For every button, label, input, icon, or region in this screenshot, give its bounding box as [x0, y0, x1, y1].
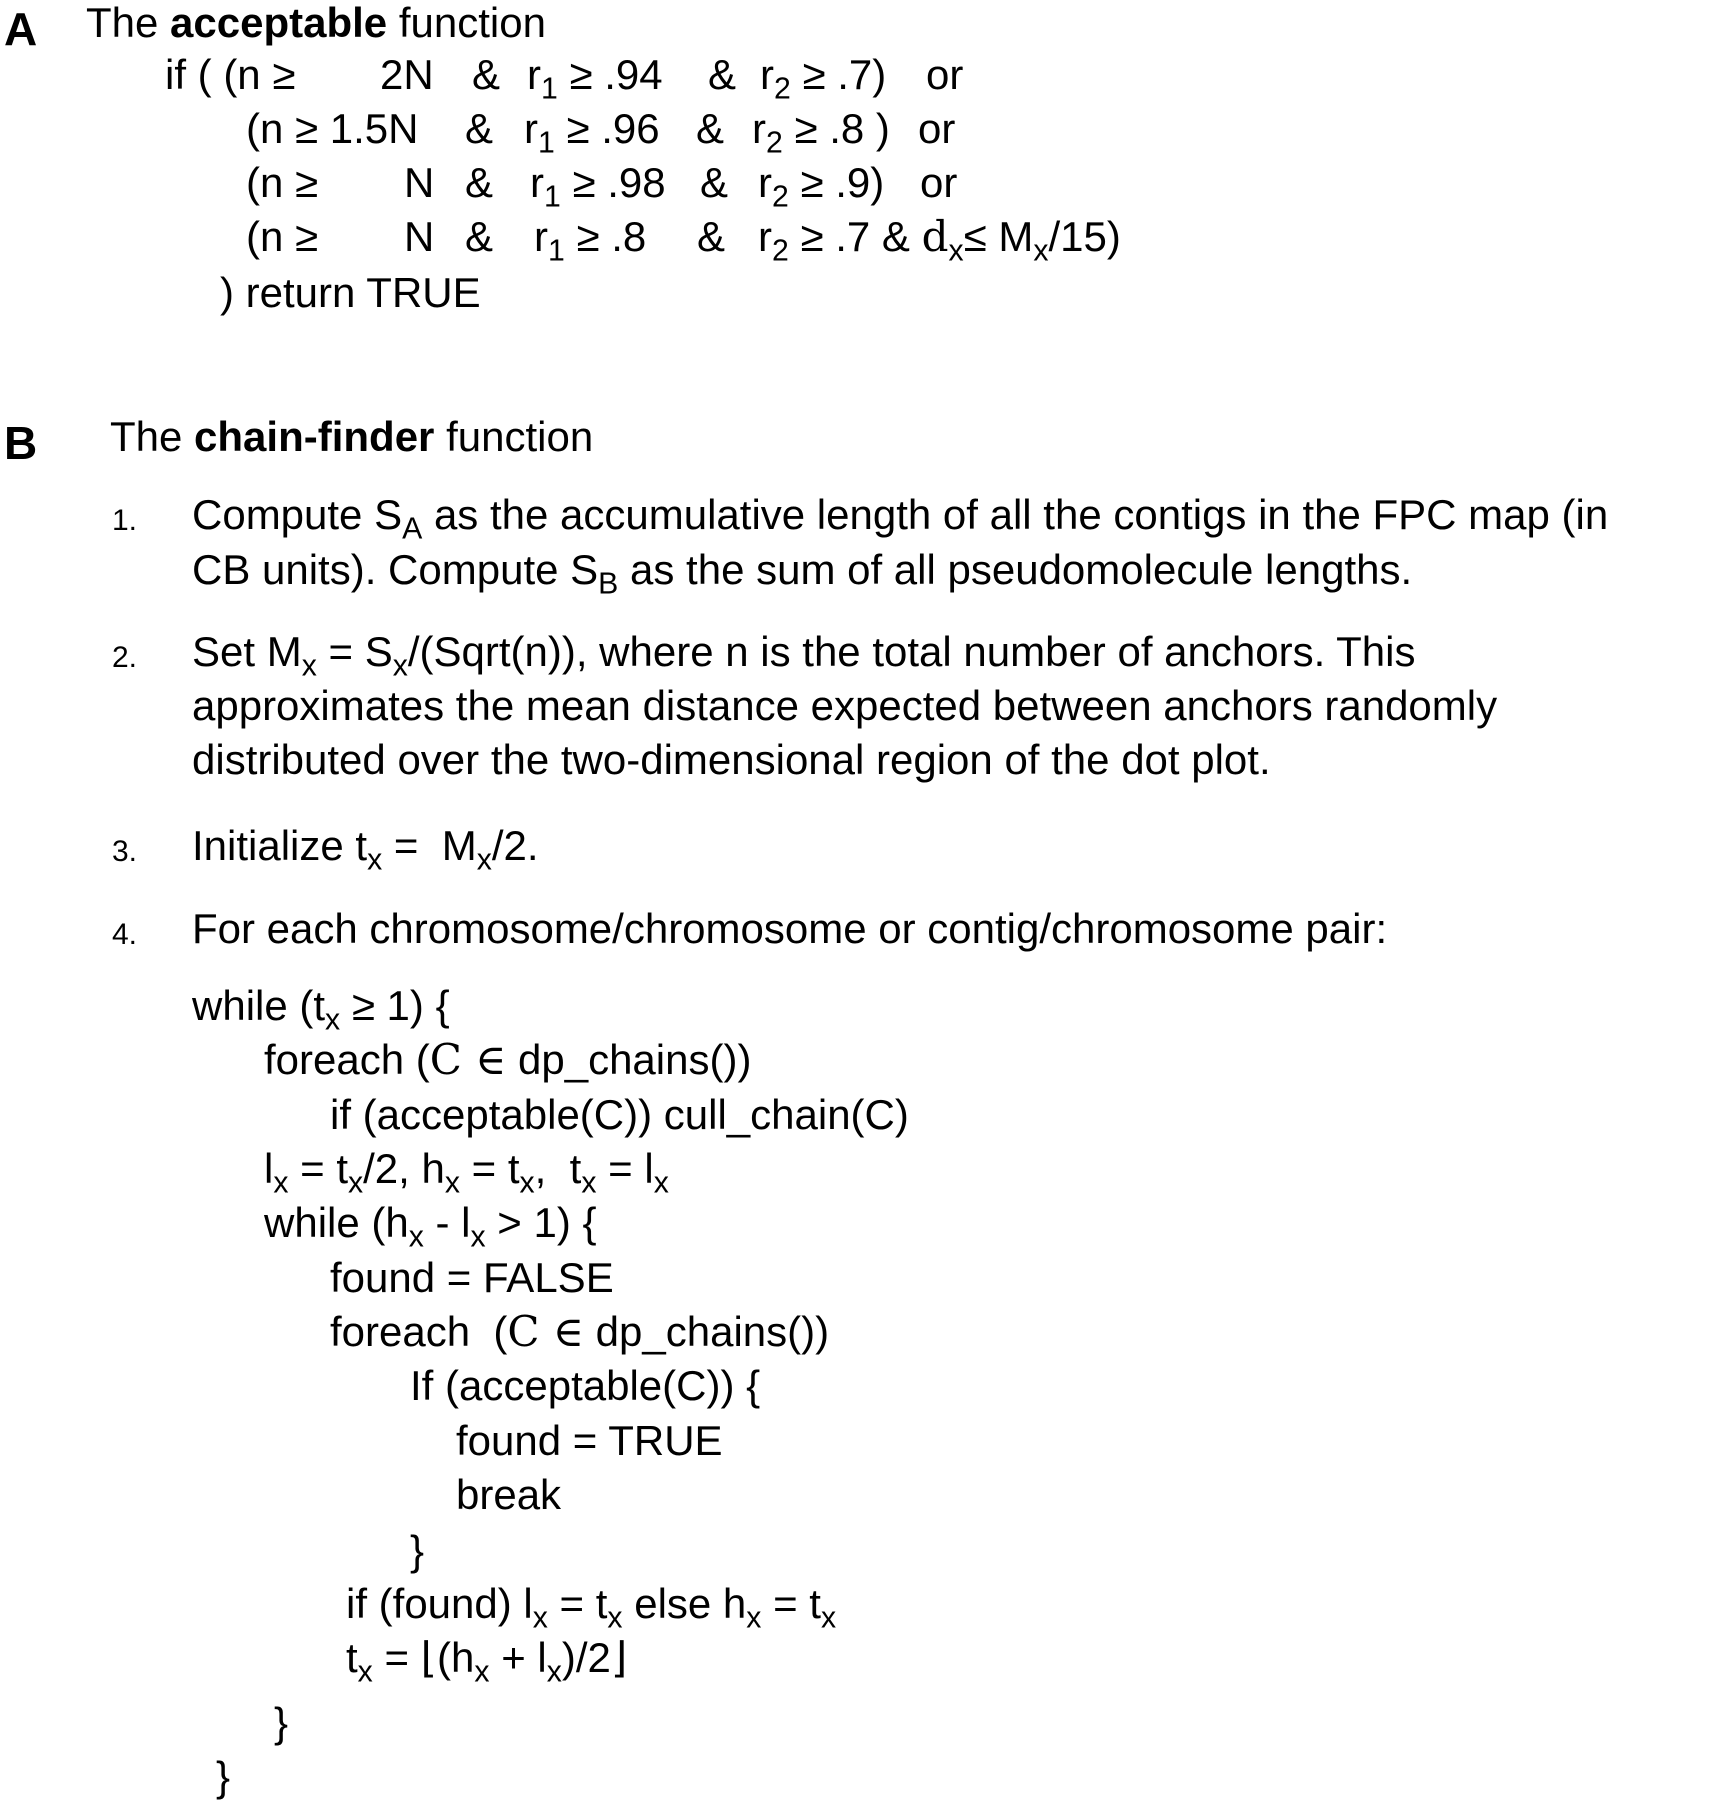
threshold: ≥ .8 )	[794, 105, 890, 152]
step-text: = M	[382, 822, 477, 869]
code-text: if ( (n ≥	[165, 51, 296, 98]
step-text: Set M	[192, 628, 302, 675]
subscript: x	[546, 1655, 562, 1689]
threshold: ≥ .9)	[800, 159, 885, 206]
var-d: d	[921, 212, 949, 261]
threshold: ≥ .96	[566, 105, 660, 152]
subscript: 2	[772, 180, 789, 214]
chain-code-line-6: found = FALSE	[330, 1254, 614, 1301]
panel-a-title-suffix: function	[398, 0, 546, 46]
step-2-line-1	[192, 628, 1416, 683]
subscript: x	[746, 1601, 762, 1635]
threshold: ≥ .94	[569, 51, 663, 98]
acceptable-code-line-1-or: or	[926, 51, 964, 98]
chain-code-line-9: found = TRUE	[456, 1417, 723, 1464]
threshold: ≥ .7 &	[800, 213, 910, 260]
var-r: r	[527, 51, 541, 98]
subscript: x	[348, 1166, 364, 1200]
code-text: = ⌊(h	[372, 1634, 475, 1681]
acceptable-code-line-3-r1	[530, 159, 666, 214]
chain-code-line-5	[264, 1199, 597, 1254]
subscript: x	[948, 234, 964, 268]
subscript: x	[301, 649, 317, 683]
panel-a-title	[86, 2, 546, 44]
panel-b-title	[110, 413, 594, 460]
step-text: Compute S	[192, 491, 403, 538]
chain-code-line-10: break	[456, 1471, 562, 1518]
threshold: ≥ .8	[576, 213, 647, 260]
var-r: r	[752, 105, 766, 152]
acceptable-code-line-2-or: or	[918, 105, 956, 152]
subscript: x	[653, 1166, 669, 1200]
subscript: x	[820, 1601, 837, 1635]
step-text: /2.	[491, 822, 539, 869]
code-text: /2, h	[363, 1145, 445, 1192]
chain-code-line-7	[330, 1307, 830, 1356]
threshold: ≥ .98	[572, 159, 666, 206]
acceptable-code-line-4-r2	[758, 212, 1121, 268]
step-1-line-1	[192, 491, 1609, 546]
code-text: ≥ 1) {	[340, 982, 450, 1029]
acceptable-code-line-2-amp1: &	[465, 105, 494, 152]
code-text: = t	[761, 1580, 821, 1627]
subscript: x	[444, 1166, 460, 1200]
code-text: foreach (	[330, 1308, 508, 1355]
step-2-line-2: approximates the mean distance expected between anchors randomly	[192, 682, 1498, 729]
acceptable-code-line-1-r2	[760, 51, 887, 106]
step-text: /(Sqrt(n)), where n is the total number of anchors. This	[407, 628, 1416, 675]
step-text: = S	[316, 628, 393, 675]
chain-code-line-11: }	[410, 1527, 425, 1574]
subscript: x	[581, 1166, 597, 1200]
var-r: r	[758, 213, 772, 260]
acceptable-code-line-3-amp2: &	[700, 159, 729, 206]
acceptable-code-line-3: (n ≥	[246, 159, 319, 206]
step-2-line-3: distributed over the two-dimensional region of the dot plot.	[192, 736, 1271, 783]
step-text: as the accumulative length of all the contigs in the FPC map (in	[422, 491, 1609, 538]
threshold: /15)	[1048, 213, 1121, 260]
acceptable-code-line-1-n: 2N	[380, 51, 434, 98]
code-text: dp_chains())	[506, 1036, 752, 1083]
code-text: while (h	[264, 1199, 409, 1246]
subscript: x	[273, 1166, 289, 1200]
step-3-line-1	[192, 822, 539, 877]
acceptable-code-line-3-n: N	[404, 159, 435, 206]
acceptable-code-line-4-n: N	[404, 213, 435, 260]
code-text: t	[346, 1634, 358, 1681]
acceptable-code-line-1-r1	[527, 51, 663, 106]
subscript: x	[519, 1166, 535, 1200]
acceptable-code-line-3-amp1: &	[465, 159, 494, 206]
code-text: - l	[423, 1199, 471, 1246]
subscript: 2	[774, 72, 791, 106]
chain-code-line-15: }	[216, 1753, 231, 1800]
subscript: x	[392, 649, 408, 683]
panel-b-title-prefix: The	[110, 413, 183, 460]
acceptable-code-line-4-amp1: &	[465, 213, 494, 260]
subscript: x	[367, 843, 383, 877]
subscript: x	[476, 843, 492, 877]
panel-b-label: B	[4, 417, 38, 469]
code-text: while (t	[192, 982, 326, 1029]
code-text: > 1) {	[485, 1199, 597, 1246]
acceptable-code-line-4-amp2: &	[697, 213, 726, 260]
panel-a-title-bold: acceptable	[170, 0, 388, 46]
code-text: = t	[460, 1145, 520, 1192]
step-text: as the sum of all pseudomolecule lengths.	[618, 546, 1413, 593]
chain-code-line-12	[346, 1580, 837, 1635]
chain-code-line-14: }	[274, 1699, 289, 1746]
code-text: l	[264, 1145, 274, 1192]
acceptable-code-line-2: (n ≥ 1.5N	[246, 105, 419, 152]
threshold: ≥ .7)	[802, 51, 887, 98]
acceptable-code-line-2-r1	[524, 105, 660, 160]
step-number: 1.	[112, 504, 138, 537]
subscript: x	[607, 1601, 623, 1635]
panel-b-title-bold: chain-finder	[194, 413, 435, 460]
subscript: 1	[548, 234, 565, 268]
subscript: x	[1033, 234, 1049, 268]
step-number: 4.	[112, 918, 138, 951]
var-r: r	[534, 213, 548, 260]
chain-code-line-2	[264, 1035, 752, 1084]
step-number: 2.	[112, 641, 138, 674]
subscript: 2	[772, 234, 789, 268]
panel-a-label: A	[4, 3, 38, 55]
code-text: )/2⌋	[561, 1634, 628, 1681]
element-of-symbol: C ∈	[429, 1035, 507, 1084]
chain-code-line-1	[192, 982, 450, 1037]
subscript: 1	[538, 126, 555, 160]
code-text: + l	[489, 1634, 547, 1681]
panel-b-title-suffix: function	[446, 413, 594, 460]
element-of-symbol: C ∈	[507, 1307, 584, 1356]
subscript: x	[357, 1655, 373, 1689]
step-text: CB units). Compute S	[192, 546, 599, 593]
code-text: dp_chains())	[584, 1308, 830, 1355]
code-text: = t	[288, 1145, 349, 1192]
chain-code-line-4	[264, 1145, 669, 1200]
code-text: if (found) l	[346, 1580, 533, 1627]
code-text: else h	[622, 1580, 747, 1627]
acceptable-code-line-1-amp1: &	[472, 51, 501, 98]
subscript: x	[532, 1601, 548, 1635]
code-text: foreach (	[264, 1036, 430, 1083]
subscript: 2	[766, 126, 783, 160]
subscript: x	[474, 1655, 490, 1689]
subscript: 1	[544, 180, 561, 214]
subscript: x	[470, 1220, 486, 1254]
acceptable-code-line-3-r2	[758, 159, 885, 214]
var-r: r	[758, 159, 772, 206]
step-number: 3.	[112, 835, 138, 868]
subscript: 1	[541, 72, 558, 106]
acceptable-code-line-3-or: or	[920, 159, 958, 206]
acceptable-code-line-1-amp2: &	[708, 51, 737, 98]
var-r: r	[760, 51, 774, 98]
threshold: ≤ M	[963, 213, 1034, 260]
subscript: x	[325, 1003, 341, 1037]
var-r: r	[524, 105, 538, 152]
acceptable-code-line-2-r2	[752, 105, 890, 160]
step-4-line-1: For each chromosome/chromosome or contig/chromosome pair:	[192, 905, 1388, 952]
panel-a-title-prefix: The	[86, 0, 159, 46]
code-text: = l	[596, 1145, 654, 1192]
code-text: , t	[534, 1145, 582, 1192]
subscript: A	[402, 512, 423, 546]
acceptable-code-line-4-r1	[534, 213, 647, 268]
subscript: B	[598, 567, 619, 601]
step-text: Initialize t	[192, 822, 368, 869]
acceptable-code-line-2-amp2: &	[696, 105, 725, 152]
var-r: r	[530, 159, 544, 206]
chain-code-line-8: If (acceptable(C)) {	[410, 1362, 761, 1409]
chain-code-line-13	[346, 1634, 628, 1689]
acceptable-code-line-1	[165, 51, 296, 98]
acceptable-code-return: ) return TRUE	[220, 269, 481, 316]
acceptable-code-line-4: (n ≥	[246, 213, 319, 260]
chain-code-line-3: if (acceptable(C)) cull_chain(C)	[330, 1091, 909, 1138]
step-1-line-2	[192, 546, 1413, 601]
code-text: = t	[547, 1580, 608, 1627]
subscript: x	[408, 1220, 424, 1254]
